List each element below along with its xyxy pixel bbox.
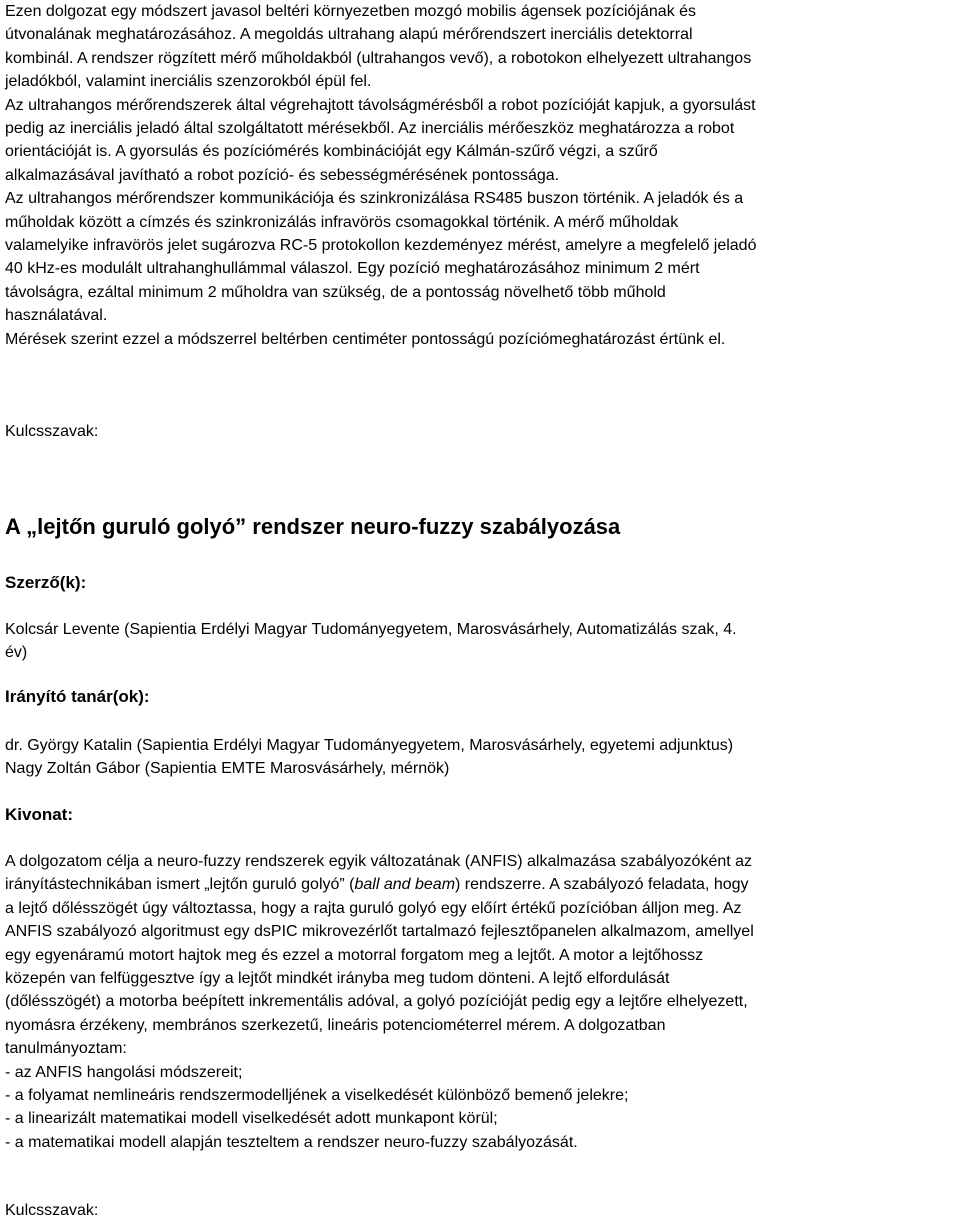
- text-line: Az ultrahangos mérőrendszer kommunikációja és szinkronizálása RS485 buszon történik. A jeladók és a: [5, 190, 744, 208]
- text-line: Az ultrahangos mérőrendszerek által végrehajtott távolságmérésből a robot pozícióját kapjuk, a gyorsulást: [5, 96, 756, 114]
- text-fragment: irányítástechnikában ismert „lejtőn guruló golyó” (: [5, 876, 355, 894]
- authors-list: [5, 618, 960, 665]
- text-line: 40 kHz-es modulált ultrahanghullámmal válaszol. Egy pozíció meghatározásához minimum 2 mért: [5, 260, 700, 278]
- keywords-section-2: [5, 1199, 960, 1222]
- text-line: közepén van felfüggesztve így a lejtőt mindkét irányba meg tudom dönteni. A lejtő elfordulását: [5, 970, 670, 988]
- abstract-section: [5, 804, 960, 826]
- text-line: A dolgozatom célja a neuro-fuzzy rendszerek egyik változatának (ANFIS) alkalmazása szabályozóként az: [5, 853, 753, 870]
- previous-abstract: [5, 0, 960, 351]
- text-line: pedig az inerciális jeladó által szolgáltatott mérésekből. Az inerciális mérőeszköz meghatározza a robot: [5, 120, 735, 138]
- italic-term: ball and beam: [354, 876, 456, 894]
- supervisors-heading: Irányító tanár(ok):: [5, 687, 150, 706]
- paper-title: A „lejtőn guruló golyó” rendszer neuro-fuzzy szabályozása: [5, 514, 621, 539]
- author-line: év): [5, 644, 28, 662]
- text-line: tanulmányoztam:: [5, 1040, 127, 1058]
- abstract-text: [5, 850, 960, 1154]
- text-line: Mérések szerint ezzel a módszerrel beltérben centiméter pontosságú pozíciómeghatározást értünk el.: [5, 330, 726, 348]
- text-line: kombinál. A rendszer rögzített mérő műholdakból (ultrahangos vevő), a robotokon elhelyezett ultrahangos: [5, 49, 752, 67]
- text-line: egy egyenáramú motort hajtok meg és ezzel a motorral forgatom meg a lejtőt. A motor a lejtőhossz: [5, 946, 704, 964]
- text-line: műholdak között a címzés és szinkronizálás infravörös csomagokkal történik. A mérő műholdak: [5, 213, 679, 231]
- authors-heading: Szerző(k):: [5, 573, 87, 592]
- supervisor-line: Nagy Zoltán Gábor (Sapientia EMTE Marosvásárhely, mérnök): [5, 760, 450, 778]
- abstract-heading: Kivonat:: [5, 805, 73, 824]
- title-section: [5, 514, 960, 540]
- text-line: útvonalának meghatározásához. A megoldás ultrahang alapú mérőrendszert inerciális detektorral: [5, 26, 693, 44]
- authors-section: [5, 572, 960, 594]
- keywords-section-1: [5, 420, 960, 443]
- text-line: (dőlésszögét) a motorba beépített inkrementális adóval, a golyó pozícióját pedig egy a lejtőre elhelyezett,: [5, 993, 748, 1011]
- list-item: - a matematikai modell alapján teszteltem a rendszer neuro-fuzzy szabályozását.: [5, 1133, 578, 1151]
- abstract-body: [5, 850, 960, 1154]
- text-line: alkalmazásával javítható a robot pozíció- és sebességmérésének pontossága.: [5, 166, 560, 184]
- list-item: - a linearizált matematikai modell viselkedését adott munkapont körül;: [5, 1110, 498, 1128]
- text-line: használatával.: [5, 307, 108, 325]
- text-line: [5, 873, 960, 896]
- text-fragment: ) rendszerre. A szabályozó feladata, hogy: [455, 876, 749, 894]
- keywords-label: Kulcsszavak:: [5, 1202, 99, 1219]
- supervisors-text: [5, 734, 960, 781]
- list-item: - az ANFIS hangolási módszereit;: [5, 1063, 243, 1081]
- previous-abstract-text: [5, 0, 960, 351]
- list-item: - a folyamat nemlineáris rendszermodelljének a viselkedését különböző bemenő jelekre;: [5, 1087, 629, 1105]
- text-line: távolságra, ezáltal minimum 2 műholdra van szükség, de a pontosság növelhető több műhold: [5, 283, 666, 301]
- author-line: Kolcsár Levente (Sapientia Erdélyi Magyar Tudományegyetem, Marosvásárhely, Automatizálás szak, 4.: [5, 621, 737, 638]
- text-line: orientációját is. A gyorsulás és pozíciómérés kombinációját egy Kálmán-szűrő végzi, a szűrő: [5, 143, 658, 161]
- text-line: valamelyike infravörös jelet sugározva RC-5 protokollon kezdeményez mérést, amelyre a megfelelő jeladó: [5, 237, 757, 255]
- text-line: Ezen dolgozat egy módszert javasol beltéri környezetben mozgó mobilis ágensek pozíciójának és: [5, 3, 697, 20]
- supervisor-line: dr. György Katalin (Sapientia Erdélyi Magyar Tudományegyetem, Marosvásárhely, egyetemi adjunktus): [5, 737, 734, 754]
- supervisors-section: [5, 686, 960, 708]
- authors-text: [5, 618, 960, 665]
- text-line: jeladókból, valamint inerciális szenzorokból épül fel.: [5, 73, 372, 91]
- text-line: nyomásra érzékeny, membrános szerkezetű, lineáris potenciométerrel mérem. A dolgozatban: [5, 1016, 666, 1034]
- keywords-label: Kulcsszavak:: [5, 423, 99, 440]
- supervisors-list: [5, 734, 960, 781]
- text-line: a lejtő dőlésszögét úgy változtassa, hogy a rajta guruló golyó egy előírt értékű pozícióban álljon meg. Az: [5, 899, 742, 917]
- text-line: ANFIS szabályozó algoritmust egy dsPIC mikrovezérlőt tartalmazó fejlesztőpanelen alkalmazom, amellyel: [5, 923, 754, 941]
